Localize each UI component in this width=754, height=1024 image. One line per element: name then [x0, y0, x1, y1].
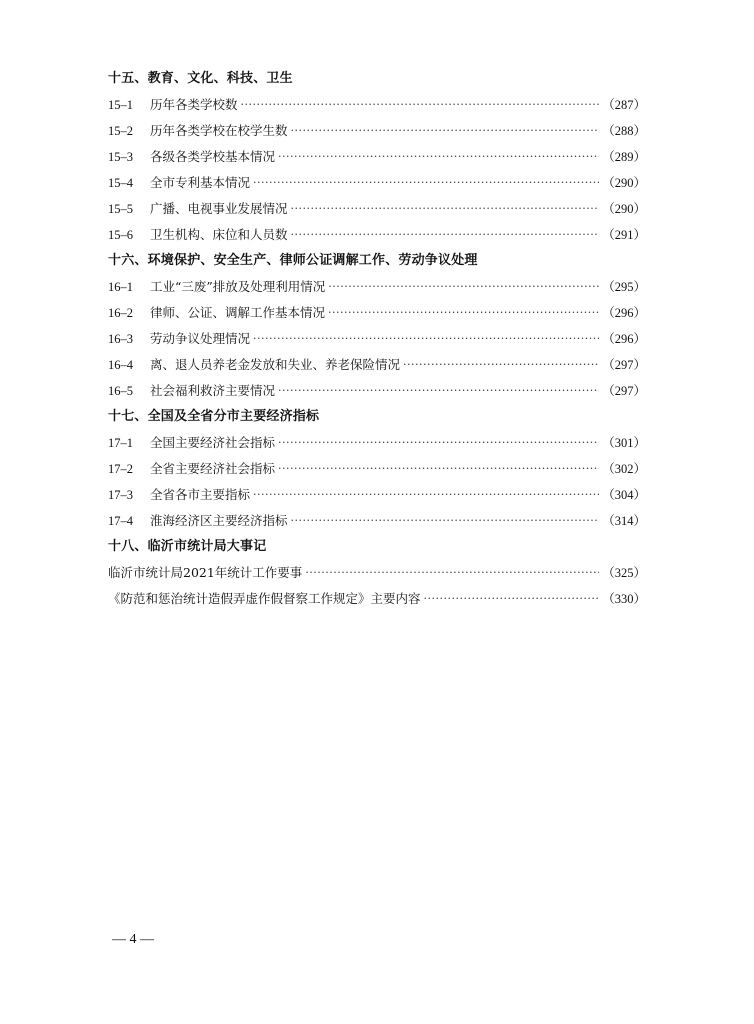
entry-number: 15–1: [108, 98, 133, 112]
dot-leader: [291, 118, 600, 144]
entry-title: 淮海经济区主要经济指标: [150, 513, 288, 528]
toc-entry[interactable]: [108, 274, 646, 300]
section-heading: 十五、教育、文化、科技、卫生: [108, 71, 293, 86]
entry-page: （296）: [602, 306, 646, 320]
dot-leader: [403, 352, 599, 378]
entry-number: 17–1: [108, 436, 133, 450]
entry-number: 17–2: [108, 462, 133, 476]
toc-entry[interactable]: [108, 560, 646, 586]
entry-title: 全国主要经济社会指标: [150, 435, 276, 450]
dot-leader: [291, 196, 600, 222]
toc-entry[interactable]: [108, 482, 646, 508]
entry-title: 劳动争议处理情况: [150, 331, 251, 346]
entry-number: 17–3: [108, 488, 133, 502]
page-number: — 4 —: [112, 932, 154, 947]
entry-page: （325）: [602, 566, 646, 580]
toc-entry[interactable]: [108, 456, 646, 482]
dot-leader: [253, 326, 599, 352]
dot-leader: [253, 170, 599, 196]
dot-leader: [278, 456, 599, 482]
section-heading: 十七、全国及全省分市主要经济指标: [108, 409, 320, 424]
dot-leader: [328, 300, 599, 326]
entry-title: 临沂市统计局2021年统计工作要事: [108, 565, 303, 580]
entry-title: 工业“三废”排放及处理利用情况: [150, 279, 326, 294]
entry-page: （288）: [602, 124, 646, 138]
entry-title: 全省各市主要指标: [150, 487, 251, 502]
entry-number: 16–1: [108, 280, 133, 294]
toc-entry[interactable]: [108, 144, 646, 170]
toc-entry[interactable]: [108, 326, 646, 352]
entry-number: 16–2: [108, 306, 133, 320]
dot-leader: [278, 144, 599, 170]
toc-entry[interactable]: [108, 508, 646, 534]
entry-page: （290）: [602, 176, 646, 190]
entry-title: 历年各类学校在校学生数: [150, 123, 288, 138]
table-of-contents: [108, 66, 646, 612]
entry-title: 全省主要经济社会指标: [150, 461, 276, 476]
entry-page: （302）: [602, 462, 646, 476]
entry-title: 《防范和惩治统计造假弄虚作假督察工作规定》主要内容: [108, 591, 421, 606]
entry-page: （289）: [602, 150, 646, 164]
entry-page: （296）: [602, 332, 646, 346]
entry-number: 16–4: [108, 358, 133, 372]
entry-number: 16–3: [108, 332, 133, 346]
entry-title: 律师、公证、调解工作基本情况: [150, 305, 326, 320]
entry-page: （314）: [602, 514, 646, 528]
entry-title: 广播、电视事业发展情况: [150, 201, 288, 216]
dot-leader: [241, 92, 600, 118]
section-heading: 十八、临沂市统计局大事记: [108, 539, 267, 554]
entry-number: 17–4: [108, 514, 133, 528]
entry-number: 16–5: [108, 384, 133, 398]
entry-page: （287）: [602, 98, 646, 112]
entry-page: （290）: [602, 202, 646, 216]
entry-title: 卫生机构、床位和人员数: [150, 227, 288, 242]
toc-entry[interactable]: [108, 300, 646, 326]
entry-page: （297）: [602, 384, 646, 398]
entry-title: 历年各类学校数: [150, 97, 238, 112]
toc-entry[interactable]: [108, 170, 646, 196]
section-heading: 十六、环境保护、安全生产、律师公证调解工作、劳动争议处理: [108, 253, 478, 268]
entry-title: 各级各类学校基本情况: [150, 149, 276, 164]
dot-leader: [291, 222, 600, 248]
entry-page: （330）: [602, 592, 646, 606]
entry-number: 15–6: [108, 228, 133, 242]
entry-title: 全市专利基本情况: [150, 175, 251, 190]
entry-page: （297）: [602, 358, 646, 372]
dot-leader: [305, 560, 599, 586]
toc-entry[interactable]: [108, 92, 646, 118]
dot-leader: [278, 378, 599, 404]
entry-number: 15–5: [108, 202, 133, 216]
entry-page: （291）: [602, 228, 646, 242]
entry-title: 离、退人员养老金发放和失业、养老保险情况: [150, 357, 401, 372]
toc-entry[interactable]: [108, 586, 646, 612]
dot-leader: [278, 430, 599, 456]
dot-leader: [328, 274, 599, 300]
entry-title: 社会福利救济主要情况: [150, 383, 276, 398]
entry-page: （295）: [602, 280, 646, 294]
toc-entry[interactable]: [108, 378, 646, 404]
dot-leader: [424, 586, 600, 612]
toc-entry[interactable]: [108, 352, 646, 378]
toc-entry[interactable]: [108, 196, 646, 222]
dot-leader: [291, 508, 600, 534]
entry-number: 15–3: [108, 150, 133, 164]
toc-entry[interactable]: [108, 118, 646, 144]
entry-number: 15–2: [108, 124, 133, 138]
dot-leader: [253, 482, 599, 508]
toc-entry[interactable]: [108, 430, 646, 456]
entry-page: （301）: [602, 436, 646, 450]
entry-number: 15–4: [108, 176, 133, 190]
entry-page: （304）: [602, 488, 646, 502]
toc-entry[interactable]: [108, 222, 646, 248]
